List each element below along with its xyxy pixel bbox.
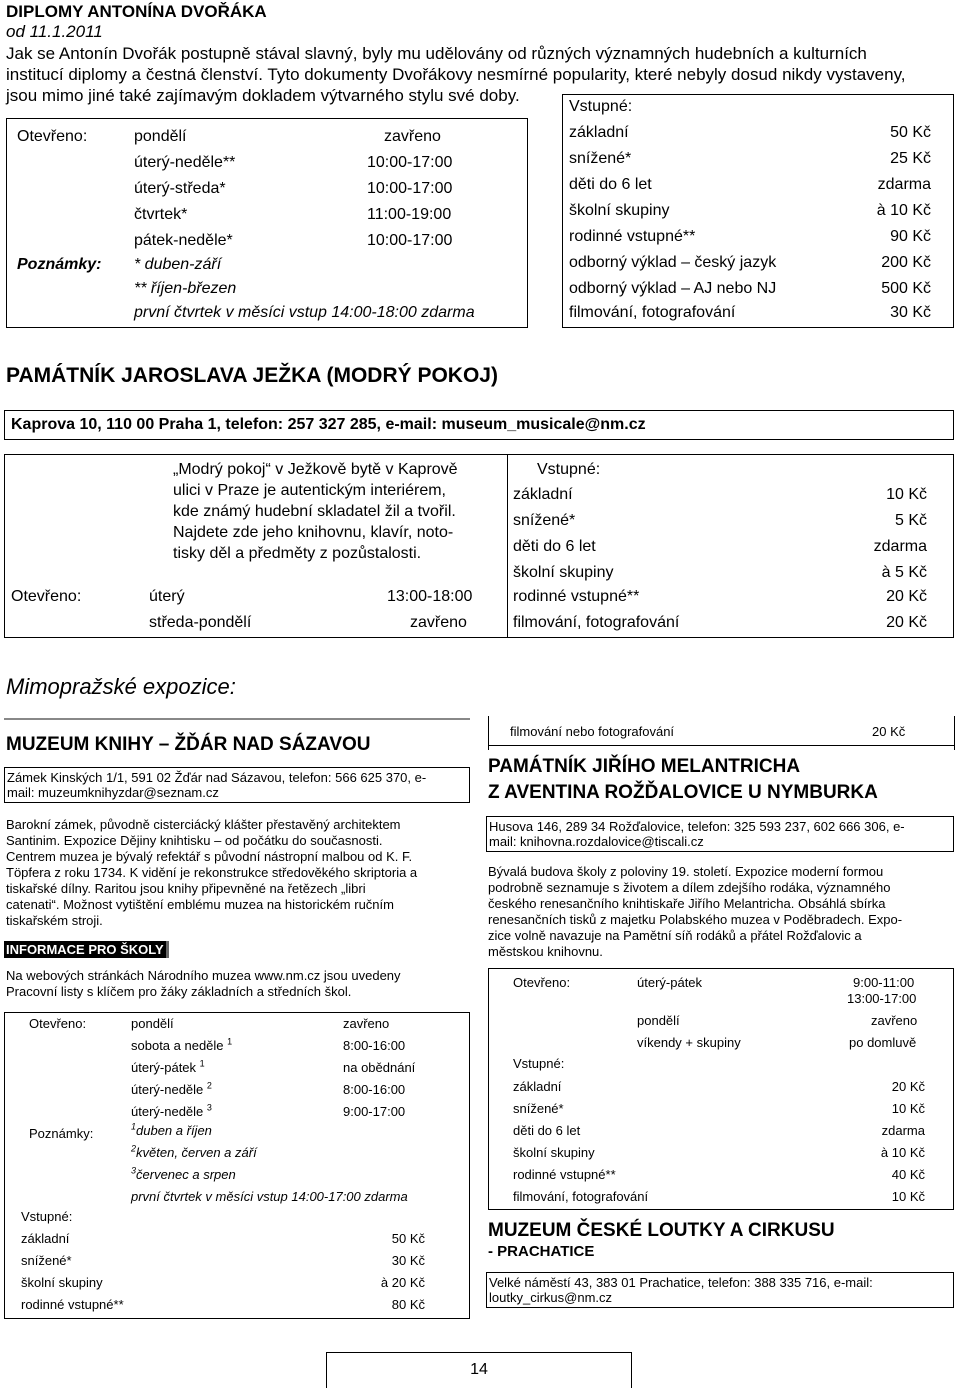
outside-heading: Mimopražské expozice: (6, 674, 236, 699)
jezek-desc-line: tisky děl a předměty z pozůstalosti. (173, 545, 422, 562)
price-value: à 20 Kč (380, 1275, 425, 1290)
price-row (513, 1145, 925, 1160)
melantrich-title (488, 754, 878, 806)
hours-day-wrap (131, 1060, 205, 1075)
price-label: odborný výklad – AJ nebo NJ (569, 280, 777, 297)
knihy-address-line: Zámek Kinských 1/1, 591 02 Žďár nad Sázavou, telefon: 566 625 370, e- (7, 770, 427, 785)
price-value: à 10 Kč (876, 202, 931, 219)
knihy-desc-line: tiskařském stroji. (6, 913, 103, 928)
price-row (21, 1231, 425, 1246)
price-value: 10 Kč (891, 1101, 925, 1116)
price-value: 40 Kč (891, 1167, 925, 1182)
hours-time: na obědnání (343, 1060, 416, 1075)
price-label: základní (513, 1079, 562, 1094)
hours-time: 13:00-18:00 (387, 588, 473, 605)
melantrich-description (488, 864, 954, 960)
price-row (569, 176, 931, 194)
price-label: rodinné vstupné** (569, 228, 696, 245)
note-sup: 3 (131, 1165, 137, 1176)
price-label: základní (569, 124, 629, 141)
hours-day: pondělí (134, 128, 187, 145)
knihy-top-rule (4, 718, 470, 720)
price-label: snížené* (569, 150, 632, 167)
price-value: zdarma (873, 538, 927, 555)
title-line: PAMÁTNÍK JIŘÍHO MELANTRICHA (488, 756, 801, 777)
hours-day-wrap (131, 1038, 232, 1053)
price-value: 10 Kč (886, 486, 927, 503)
desc-line: Bývalá budova školy z poloviny 19. století. Expozice moderní formou (488, 864, 884, 879)
price-value: 30 Kč (391, 1253, 425, 1268)
price-label: školní skupiny (569, 202, 670, 219)
melantrich-prev-fee (488, 720, 954, 746)
desc-line: renesančních tisků z majetku Polabského muzea v Poděbradech. Expo- (488, 912, 903, 927)
price-row (569, 228, 931, 246)
knihy-open-label: Otevřeno: (29, 1016, 87, 1031)
dvorak-intro-2: institucí diplomy a čestná členství. Tyto dokumenty Dvořákovy nesmírné popularity, které nebyly dosud nikdy vystaveny, (6, 65, 906, 84)
hours-day: středa-pondělí (149, 614, 252, 631)
price-row (21, 1297, 425, 1312)
knihy-school-info (6, 968, 401, 1000)
hours-day: úterý-neděle** (134, 154, 236, 171)
price-value: à 10 Kč (880, 1145, 925, 1160)
dvorak-hours-box (6, 118, 528, 328)
address-line: loutky_cirkus@nm.cz (489, 1290, 613, 1305)
note-text: první čtvrtek v měsíci vstup 14:00-17:00 zdarma (131, 1189, 408, 1204)
price-value: 5 Kč (894, 512, 927, 529)
price-label: filmování, fotografování (569, 304, 736, 321)
note-wrap (131, 1167, 236, 1182)
price-row (513, 614, 927, 632)
price-value: 50 Kč (391, 1231, 425, 1246)
hours-sup: 1 (199, 1058, 205, 1069)
price-label: školní skupiny (513, 564, 614, 581)
price-value: 20 Kč (891, 1079, 925, 1094)
hours-time: 11:00-19:00 (367, 206, 452, 223)
hours-day: pátek-neděle* (134, 232, 233, 249)
hours-day: úterý-pátek (131, 1060, 197, 1075)
admission-title: Vstupné: (569, 98, 633, 115)
knihy-description (6, 817, 470, 929)
hours-day: pondělí (131, 1016, 174, 1031)
price-value: 50 Kč (890, 124, 931, 141)
price-row (513, 564, 927, 582)
note-sup: 1 (131, 1121, 137, 1132)
price-value: 25 Kč (890, 150, 931, 167)
price-row (569, 254, 931, 272)
hours-day: úterý-neděle (131, 1082, 204, 1097)
hours-day-wrap (131, 1082, 212, 1097)
price-row (569, 124, 931, 142)
dvorak-notes-label: Poznámky: (17, 256, 102, 273)
page-number: 14 (470, 1361, 488, 1378)
loutky-subtitle: - PRACHATICE (488, 1243, 595, 1260)
hours-time: 8:00-16:00 (343, 1082, 406, 1097)
price-row (513, 588, 927, 606)
knihy-desc-line: Centrem muzea je bývalý refektář s původní nástropní malbou od K. F. (6, 849, 413, 864)
dvorak-intro-1: Jak se Antonín Dvořák postupně stával slavný, byly mu udělovány od různých významných hudebních a kulturních (6, 44, 867, 63)
jezek-desc-line: „Modrý pokoj“ v Ježkově bytě v Kaprově (173, 461, 458, 478)
knihy-info-box (4, 1012, 470, 1319)
loutky-title: MUZEUM ČESKÉ LOUTKY A CIRKUSU (488, 1220, 835, 1241)
price-row (513, 486, 927, 504)
price-value: 20 Kč (886, 614, 927, 631)
hours-sup: 2 (206, 1080, 212, 1091)
hours-sup: 1 (227, 1036, 233, 1047)
price-row (21, 1275, 425, 1290)
hours-day-wrap (131, 1104, 212, 1119)
price-label: filmování, fotografování (513, 614, 680, 631)
school-line: Na webových stránkách Národního muzea www.nm.cz jsou uvedeny (6, 968, 401, 983)
desc-line: městskou knihovnu. (488, 944, 603, 959)
hours-sup: 3 (206, 1102, 212, 1113)
price-label: rodinné vstupné** (513, 1167, 616, 1182)
dvorak-title: DIPLOMY ANTONÍNA DVOŘÁKA (6, 2, 267, 21)
knihy-address-line: mail: muzeumknihyzdar@seznam.cz (7, 785, 219, 800)
note-wrap (131, 1145, 257, 1160)
knihy-school-heading (4, 941, 169, 958)
price-label: děti do 6 let (513, 538, 596, 555)
hours-day: úterý-neděle (131, 1104, 204, 1119)
price-value: 90 Kč (890, 228, 931, 245)
address-line: Husova 146, 289 34 Rožďalovice, telefon: 325 593 237, 602 666 306, e- (489, 819, 905, 834)
price-value: 500 Kč (881, 280, 931, 297)
knihy-desc-line: catenati“. Možnost vytištění emblému muzea na historickém ručním (6, 897, 394, 912)
price-value: 30 Kč (890, 304, 931, 321)
hours-time: 8:00-16:00 (343, 1038, 406, 1053)
price-row (513, 538, 927, 556)
hours-time: 10:00-17:00 (367, 154, 453, 171)
hours-day: úterý (149, 588, 185, 605)
note-text: květen, červen a září (136, 1145, 257, 1160)
hours-day: sobota a neděle (131, 1038, 224, 1053)
knihy-desc-line: tiskařské dílny. Raritou jsou knihy připevněné na řetězech „libri (6, 881, 366, 896)
hours-day: čtvrtek* (134, 206, 188, 223)
dvorak-admission-box (562, 94, 954, 328)
title-line: Z AVENTINA ROŽĎALOVICE U NYMBURKA (488, 782, 878, 803)
price-label: rodinné vstupné** (513, 588, 640, 605)
hours-time: 9:00-11:00 (853, 975, 915, 990)
knihy-notes-label: Poznámky: (29, 1126, 94, 1141)
price-row (513, 1079, 925, 1094)
dvorak-note: první čtvrtek v měsíci vstup 14:00-18:00 zdarma (134, 304, 475, 321)
price-value: 80 Kč (391, 1297, 425, 1312)
knihy-desc-line: Santinim. Expozice Dějiny knihtisku – od počátku do současnosti. (6, 833, 383, 848)
price-value: zdarma (877, 176, 931, 193)
price-row (21, 1253, 425, 1268)
desc-line: českého renesančního knihtiskaře Jiřího Melantricha. Obsáhlá sbírka (488, 896, 886, 911)
address-line: mail: knihovna.rozdalovice@tiscali.cz (489, 834, 704, 849)
knihy-desc-line: Töpfera z roku 1734. K vidění je rekonstrukce středověkého skriptoria a (6, 865, 418, 880)
price-label: základní (21, 1231, 70, 1246)
fee-border-left (488, 716, 489, 750)
hours-time: zavřeno (343, 1016, 390, 1031)
jezek-open-label: Otevřeno: (11, 588, 82, 605)
price-row (513, 1101, 925, 1116)
price-label: školní skupiny (513, 1145, 595, 1160)
hours-time: zavřeno (410, 614, 467, 631)
note-text: duben a říjen (136, 1123, 212, 1138)
dvorak-note: * duben-září (134, 256, 222, 273)
admission-title: Vstupné: (21, 1209, 73, 1224)
jezek-desc-line: Najdete zde jeho knihovnu, klavír, noto- (173, 524, 454, 541)
jezek-divider (507, 455, 508, 637)
price-row (569, 280, 931, 298)
price-label: základní (513, 486, 573, 503)
price-value: 20 Kč (872, 724, 906, 739)
address-line: Velké náměstí 43, 383 01 Prachatice, telefon: 388 335 716, e-mail: (489, 1275, 873, 1290)
hours-time: zavřeno (871, 1013, 918, 1028)
price-label: snížené* (513, 1101, 564, 1116)
school-heading-text: INFORMACE PRO ŠKOLY (6, 942, 164, 957)
price-row (569, 202, 931, 220)
jezek-title: PAMÁTNÍK JAROSLAVA JEŽKA (MODRÝ POKOJ) (6, 364, 498, 387)
hours-time: po domluvě (849, 1035, 917, 1050)
knihy-desc-line: Barokní zámek, původně cisterciácký klášter přestavěný architektem (6, 817, 401, 832)
price-row (513, 1123, 925, 1138)
price-value: 10 Kč (891, 1189, 925, 1204)
melantrich-open-label: Otevřeno: (513, 975, 571, 990)
price-label: odborný výklad – český jazyk (569, 254, 777, 271)
hours-day: pondělí (637, 1013, 680, 1028)
price-label: děti do 6 let (569, 176, 652, 193)
price-row (569, 150, 931, 168)
desc-line: podrobně seznamuje s životem a dílem zdejšího rodáka, významného (488, 880, 891, 895)
price-value: zdarma (881, 1123, 925, 1138)
jezek-box (4, 454, 954, 638)
admission-title: Vstupné: (513, 1056, 565, 1071)
hours-day: víkendy + skupiny (637, 1035, 741, 1050)
jezek-desc-line: kde známý hudební skladatel žil a tvořil. (173, 503, 456, 520)
price-label: filmování nebo fotografování (510, 724, 675, 739)
price-label: rodinné vstupné** (21, 1297, 124, 1312)
note-text: červenec a srpen (136, 1167, 236, 1182)
price-label: děti do 6 let (513, 1123, 581, 1138)
price-row (513, 1167, 925, 1182)
dvorak-hours-row (7, 128, 527, 152)
note-sup: 2 (131, 1143, 137, 1154)
dvorak-note: ** říjen-březen (134, 280, 237, 297)
knihy-title: MUZEUM KNIHY – ŽĎÁR NAD SÁZAVOU (6, 734, 371, 755)
hours-time: 9:00-17:00 (343, 1104, 406, 1119)
price-row (513, 1189, 925, 1204)
price-value: 200 Kč (881, 254, 931, 271)
desc-line: zice volně navazuje na Pamětní síň rodáků a přátel Rožďalovic a (488, 928, 862, 943)
price-label: školní skupiny (21, 1275, 103, 1290)
jezek-desc-line: ulici v Praze je autentickým interiérem, (173, 482, 446, 499)
page-number-box (326, 1352, 632, 1388)
price-row (569, 304, 931, 322)
melantrich-info-box (488, 968, 954, 1210)
jezek-address: Kaprova 10, 110 00 Praha 1, telefon: 257 327 285, e-mail: museum_musicale@nm.cz (4, 410, 954, 440)
price-row (513, 512, 927, 530)
price-value: 20 Kč (886, 588, 927, 605)
fee-border-right (954, 716, 955, 750)
price-label: snížené* (513, 512, 576, 529)
hours-time: 10:00-17:00 (367, 180, 453, 197)
price-value: à 5 Kč (881, 564, 927, 581)
melantrich-address-box (486, 816, 954, 852)
hours-time: zavřeno (384, 128, 441, 145)
dvorak-intro-3: jsou mimo jiné také zajímavým dokladem výtvarného stylu své doby. (6, 86, 520, 105)
admission-title: Vstupné: (537, 461, 601, 478)
note-wrap (131, 1123, 212, 1138)
knihy-address-box (4, 767, 470, 803)
dvorak-date: od 11.1.2011 (6, 22, 103, 41)
school-line: Pracovní listy s klíčem pro žáky základních a středních škol. (6, 984, 352, 999)
hours-day: úterý-středa* (134, 180, 226, 197)
hours-time: 13:00-17:00 (847, 991, 917, 1006)
hours-day: úterý-pátek (637, 975, 703, 990)
dvorak-open-label: Otevřeno: (17, 128, 88, 145)
hours-time: 10:00-17:00 (367, 232, 453, 249)
price-label: snížené* (21, 1253, 72, 1268)
loutky-address-box (486, 1272, 954, 1308)
price-label: filmování, fotografování (513, 1189, 649, 1204)
